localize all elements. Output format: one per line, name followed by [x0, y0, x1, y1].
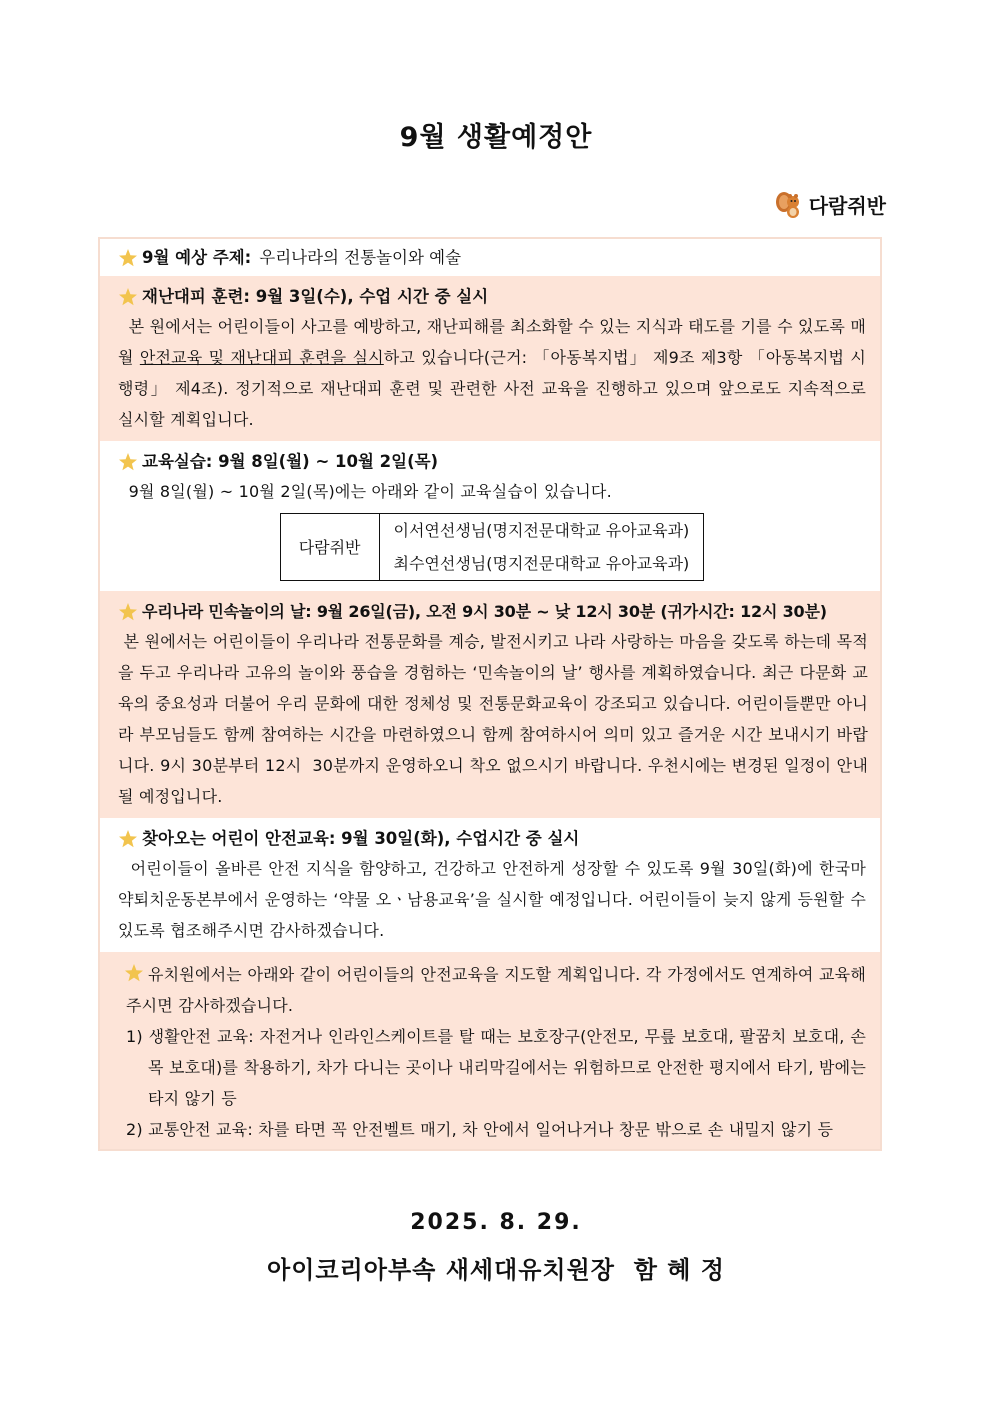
star-icon	[118, 452, 138, 472]
schedule-panel	[98, 237, 882, 1151]
star-icon	[124, 963, 144, 983]
drill-section	[100, 276, 880, 441]
trainee-class-cell: 다람쥐반	[280, 514, 379, 581]
safety-plan-intro: 유치원에서는 아래와 같이 어린이들의 안전교육을 지도할 계획입니다. 각 가정에서도 연계하여 교육해주시면 감사하겠습니다.	[126, 965, 866, 1015]
folk-day-heading: 우리나라 민속놀이의 날: 9월 26일(금), 오전 9시 30분 ~ 낮 12시 30분 (귀가시간: 12시 30분)	[142, 602, 827, 621]
squirrel-icon	[775, 191, 803, 219]
table-row	[280, 514, 704, 548]
practicum-body: 9월 8일(월) ~ 10월 2일(목)에는 아래와 같이 교육실습이 있습니다.	[118, 482, 612, 501]
list-item: 1) 생활안전 교육: 자전거나 인라인스케이트를 탈 때는 보호장구(안전모, 무릎 보호대, 팔꿈치 보호대, 손목 보호대)를 착용하기, 차가 다니는 곳이나 내리막길에서는 위험하므로 안전한 평지에서 타기, 밤에는 타지 않기 등	[126, 1027, 866, 1108]
list-item: 2) 교통안전 교육: 차를 타면 꼭 안전벨트 매기, 차 안에서 일어나거나 창문 밖으로 손 내밀지 않기 등	[126, 1120, 834, 1139]
folk-day-body: 본 원에서는 어린이들이 우리나라 전통문화를 계승, 발전시키고 나라 사랑하는 마음을 갖도록 하는데 목적을 두고 우리나라 고유의 놀이와 풍습을 경험하는 ‘민속놀이의 날’ 행사를 계획하였습니다. 최근 다문화 교육의 중요성과 더불어 우리 문화에 대한 정체성 및 전통문화교육이 강조되고 있습니다. 어린이들뿐만 아니라 부모님들도 함께 참여하는 시간을 마련하였으니 함께 참여하시어 의미 있고 즐거운 시간 보내시기 바랍니다. 9시 30분부터 12시 30분까지 운영하오니 착오 없으시기 바랍니다. 우천시에는 변경된 일정이 안내될 예정입니다.	[118, 632, 868, 806]
drill-heading: 재난대피 훈련: 9월 3일(수), 수업 시간 중 실시	[142, 287, 489, 306]
safety-visit-heading: 찾아오는 어린이 안전교육: 9월 30일(화), 수업시간 중 실시	[142, 829, 580, 848]
drill-body	[118, 311, 866, 435]
safety-visit-body: 어린이들이 올바른 안전 지식을 함양하고, 건강하고 안전하게 성장할 수 있도록 9월 30일(화)에 한국마약퇴치운동본부에서 운영하는 ‘약물 오ㆍ남용교육’을 실시할 예정입니다. 어린이들이 늦지 않게 등원할 수 있도록 협조해주시면 감사하겠습니다.	[118, 859, 872, 940]
star-icon	[118, 829, 138, 849]
class-name: 다람쥐반	[808, 194, 886, 218]
practicum-section	[100, 441, 880, 591]
theme-section	[100, 239, 880, 276]
drill-body-post: 하고 있습니다(근거: 「아동복지법」 제9조 제3항 「아동복지법 시행령」 제4조). 정기적으로 재난대피 훈련 및 관련한 사전 교육을 진행하고 있으며 앞으로도 지속적으로 실시할 계획입니다.	[118, 348, 866, 429]
folk-day-section	[100, 591, 880, 818]
theme-label: 9월 예상 주제:	[142, 248, 252, 267]
trainee-table	[280, 513, 705, 581]
safety-plan-section	[100, 952, 880, 1149]
star-icon	[118, 602, 138, 622]
page-title: 9월 생활예정안	[399, 122, 593, 153]
theme-value: 우리나라의 전통놀이와 예술	[259, 248, 462, 267]
star-icon	[118, 287, 138, 307]
safety-plan-intro-row	[118, 959, 866, 1021]
drill-body-pre: 본 원에서는 어린이들이 사고를 예방하고, 재난피해를 최소화할 수 있는 지식과 태도를 기를 수 있도록 매월	[118, 317, 867, 367]
trainee-cell: 최수연선생님(명지전문대학교 유아교육과)	[379, 547, 704, 581]
practicum-heading: 교육실습: 9월 8일(월) ~ 10월 2일(목)	[142, 452, 439, 471]
trainee-cell: 이서연선생님(명지전문대학교 유아교육과)	[379, 514, 704, 548]
drill-body-underline: 안전교육 및 재난대피 훈련을 실시	[139, 348, 384, 367]
signature: 아이코리아부속 새세대유치원장 함 혜 정	[267, 1256, 725, 1284]
class-label	[775, 190, 886, 219]
star-icon	[118, 248, 138, 268]
safety-visit-section	[100, 818, 880, 952]
document-date: 2025. 8. 29.	[410, 1210, 582, 1235]
